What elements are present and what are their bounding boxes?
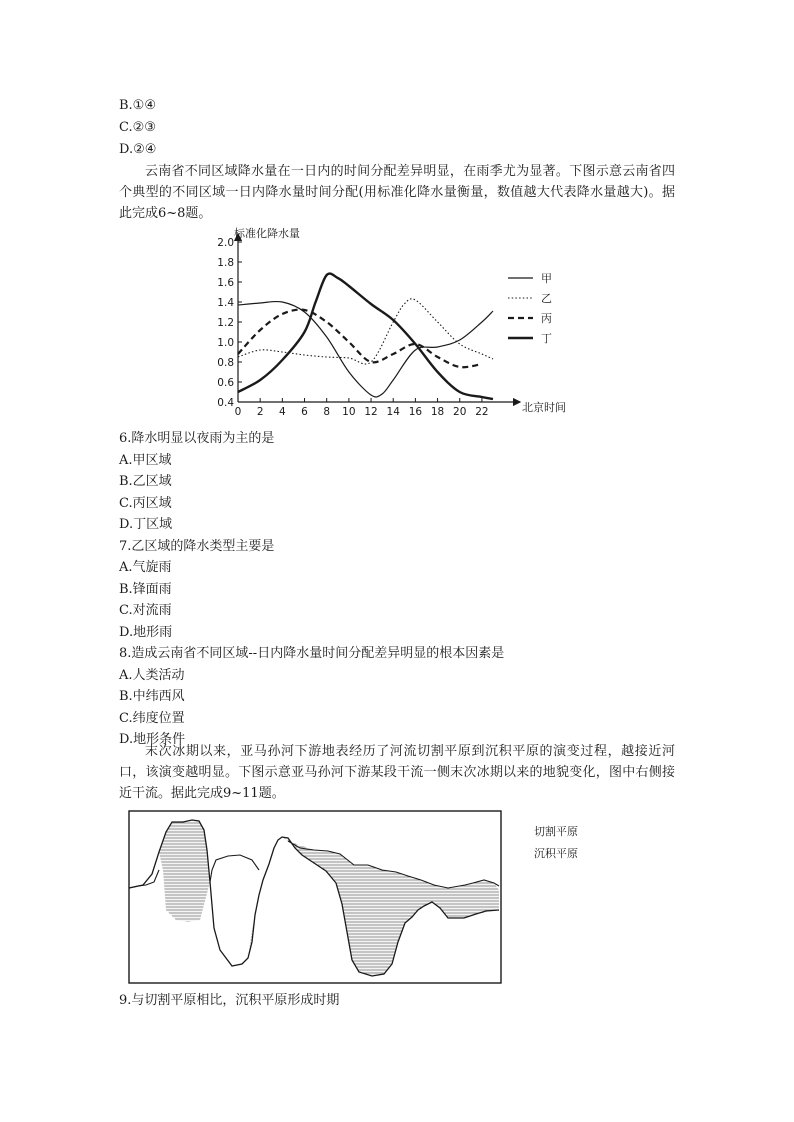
x-tick-label: 10 <box>342 406 356 418</box>
question-8-stem: 8.造成云南省不同区域--日内降水量时间分配差异明显的根本因素是 <box>119 646 505 661</box>
question-8-option[interactable]: C.纬度位置 <box>119 710 185 726</box>
y-tick-label: 1.0 <box>217 337 234 349</box>
series-jia-line <box>238 301 493 397</box>
question-8-option[interactable]: D.地形条件 <box>119 732 186 747</box>
legend-label: 丁 <box>541 332 552 345</box>
precipitation-line-chart <box>210 226 590 426</box>
landform-diagram <box>128 810 503 985</box>
intro-9-11: 末次冰期以来，亚马孙河下游地表经历了河流切割平原到沉积平原的演变过程，越接近河口，该演变越明显。下图示意亚马孙河下游某段干流一侧末次冰期以来的地貌变化，图中右侧接近干流。据此完成9~11题。 <box>119 744 675 801</box>
x-tick-label: 14 <box>386 406 400 418</box>
x-tick-label: 22 <box>475 406 489 418</box>
option-d-prev: D.②④ <box>119 142 157 157</box>
y-tick-label: 0.8 <box>217 357 234 369</box>
question-7-option[interactable]: C.对流雨 <box>119 603 172 618</box>
question-6-option[interactable]: C.丙区域 <box>119 495 172 511</box>
question-7-option[interactable]: D.地形雨 <box>119 624 173 640</box>
intro-6-8: 云南省不同区域降水量在一日内的时间分配差异明显，在雨季尤为显著。下图示意云南省四个典型的不同区域一日内降水量时间分配(用标准化降水量衡量，数值越大代表降水量越大)。据此完成6~8题。 <box>119 164 675 221</box>
series-ding-line <box>238 274 493 399</box>
question-7-option[interactable]: A.气旋雨 <box>119 560 172 575</box>
y-tick-label: 1.6 <box>217 277 234 289</box>
question-8-option[interactable]: A.人类活动 <box>119 667 185 683</box>
x-tick-label: 16 <box>408 406 423 418</box>
y-axis-label: 标准化降水量 <box>234 227 300 240</box>
y-tick-label: 0.4 <box>217 397 234 409</box>
x-tick-label: 0 <box>234 406 242 418</box>
y-tick-label: 0.6 <box>217 377 234 389</box>
option-b-prev: B.①④ <box>119 98 156 113</box>
legend-depositional-label: 沉积平原 <box>534 847 578 860</box>
question-6-stem: 6.降水明显以夜雨为主的是 <box>119 431 275 446</box>
legend-label: 乙 <box>541 292 552 305</box>
question-6-option[interactable]: B.乙区域 <box>119 474 172 489</box>
question-7-option[interactable]: B.锋面雨 <box>119 581 172 597</box>
legend-label: 甲 <box>541 272 552 285</box>
x-tick-label: 12 <box>364 406 378 418</box>
x-tick-label: 20 <box>453 406 467 418</box>
y-tick-label: 1.8 <box>217 257 234 269</box>
question-6-option[interactable]: A.甲区域 <box>119 452 172 468</box>
series-bing-line <box>238 310 482 368</box>
legend-label: 丙 <box>541 312 552 325</box>
question-6-option[interactable]: D.丁区域 <box>119 517 173 532</box>
x-tick-label: 2 <box>256 406 264 418</box>
question-9-stem: 9.与切割平原相比，沉积平原形成时期 <box>119 993 340 1008</box>
question-7-stem: 7.乙区域的降水类型主要是 <box>119 538 275 554</box>
legend-incised-label: 切割平原 <box>534 825 578 838</box>
x-tick-label: 6 <box>301 406 308 418</box>
x-tick-label: 8 <box>323 406 331 418</box>
y-tick-label: 1.4 <box>217 297 234 309</box>
x-axis-label: 北京时间 <box>522 401 566 414</box>
series-yi-line <box>238 299 493 364</box>
option-c-prev: C.②③ <box>119 120 156 135</box>
question-8-option[interactable]: B.中纬西风 <box>119 689 185 704</box>
y-tick-label: 2.0 <box>217 237 234 249</box>
x-tick-label: 18 <box>430 406 445 418</box>
x-tick-label: 4 <box>279 406 286 418</box>
y-tick-label: 1.2 <box>217 317 234 329</box>
